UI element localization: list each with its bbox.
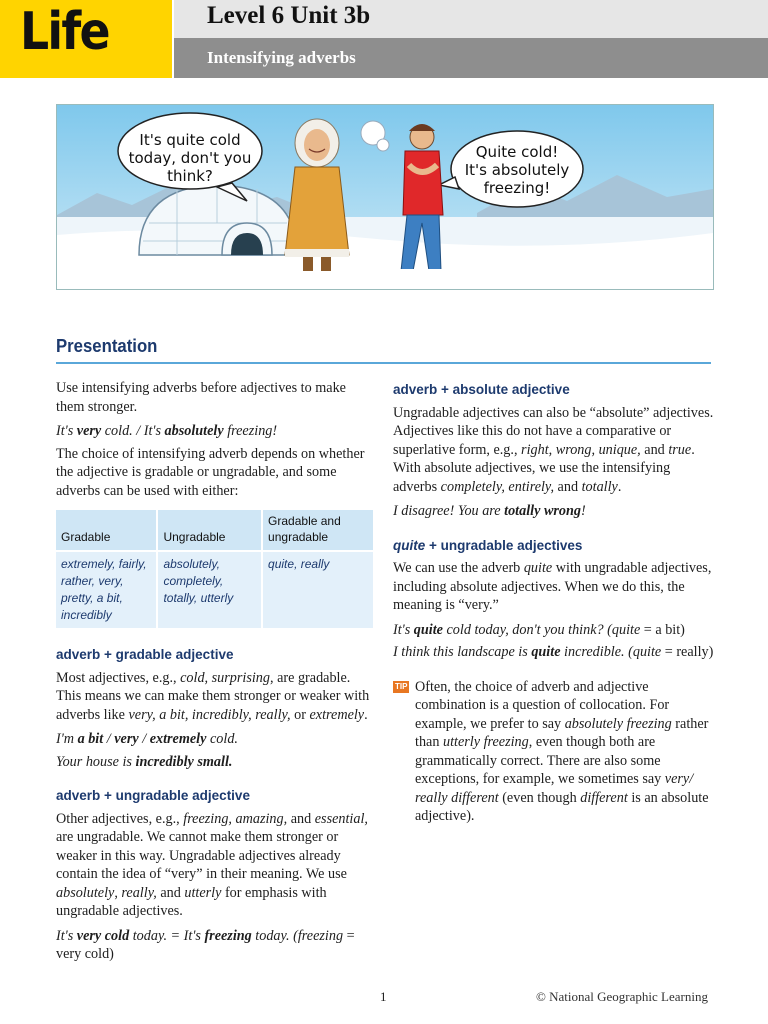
example-7: I think this landscape is quite incredible. (quite = really) (393, 644, 714, 660)
tip-badge: TIP (395, 681, 408, 691)
gradable-paragraph: Most adjectives, e.g., cold, surprising, are gradable. This means we can make them stronger or weaker with adverbs like very, a bit, incredibly, really, or extremely. (56, 669, 370, 723)
right-column (393, 381, 715, 832)
table-header: Gradable and ungradable (262, 510, 373, 551)
left-column (56, 379, 374, 968)
unit-subtitle-bar (174, 38, 768, 78)
copyright: © National Geographic Learning (536, 989, 708, 1004)
unit-title: Level 6 Unit 3b (207, 2, 371, 29)
unit-subtitle: Intensifying adverbs (207, 48, 356, 67)
ungradable-paragraph: Other adjectives, e.g., freezing, amazing, and essential, are ungradable. We cannot make them stronger or weaker in this way. Ungradable adjectives already contain the idea of “very” in their meaning. We use absolutely, really, and utterly for emphasis with ungradable adjectives. (56, 810, 368, 919)
arctic-scene (57, 105, 713, 289)
adverb-table (56, 510, 373, 628)
life-logo (0, 0, 172, 78)
bubble-left-line3: think? (167, 167, 213, 185)
page-number: 1 (380, 989, 387, 1004)
section-title: Presentation (56, 336, 158, 356)
table-header: Gradable (56, 510, 157, 551)
example-3: Your house is incredibly small. (56, 753, 233, 770)
tip-paragraph: TIP Often, the choice of adverb and adjective combination is a question of collocation. For example, we prefer to say absolutely freezing rather than utterly freezing, even though both are grammatically correct. There are also some exceptions, for example, we sometimes say very/ really different (even though different is an absolute adjective). (395, 678, 709, 824)
section-divider (56, 362, 711, 364)
bubble-left-line2: today, don't you (128, 149, 252, 167)
cartoon-illustration (56, 104, 714, 290)
bubble-right-line2: It's absolutely (464, 161, 570, 179)
example-2: I'm a bit / very / extremely cold. (56, 731, 238, 747)
quite-paragraph: We can use the adverb quite with ungradable adjectives, including absolute adjectives. When we do this, the meaning is “very.” (393, 560, 712, 613)
example-4: It's very cold today. = It's freezing today. (freezing = very cold) (56, 927, 355, 962)
bubble-right-line1: Quite cold! (475, 143, 559, 161)
bubble-right-line3: freezing! (483, 179, 551, 197)
example-1: It's very cold. / It's absolutely freezing! (56, 423, 278, 439)
bubble-left-line1: It's quite cold (139, 131, 241, 149)
heading-absolute: adverb + absolute adjective (393, 382, 570, 397)
table-cell: extremely, fairly, rather, very, pretty, a bit, incredibly (56, 551, 157, 628)
choice-paragraph: The choice of intensifying adverb depends on whether the adjective is gradable or ungradable, and some adverbs can be used with either: (56, 445, 365, 499)
example-5: I disagree! You are totally wrong! (393, 503, 586, 519)
intro-paragraph: Use intensifying adverbs before adjectives to make them stronger. (56, 380, 346, 415)
heading-gradable: adverb + gradable adjective (56, 647, 234, 662)
woman-in-fur-coat (285, 119, 349, 271)
unit-title-bar (174, 0, 768, 38)
logo-text: Life (20, 2, 109, 62)
example-6: It's quite cold today, don't you think? (quite = a bit) (393, 621, 685, 638)
table-cell: absolutely, completely, totally, utterly (157, 551, 262, 628)
table-cell: quite, really (262, 551, 373, 628)
heading-ungradable: adverb + ungradable adjective (56, 788, 250, 803)
heading-quite: quite + ungradable adjectives (393, 537, 583, 553)
table-header: Ungradable (157, 510, 262, 551)
absolute-paragraph: Ungradable adjectives can also be “absolute” adjectives. Adjectives like this do not have a comparative or superlative form, e.g., right, wrong, unique, and true. With absolute adjectives, we use the intensifying adverbs completely, entirely, and totally. (393, 404, 714, 495)
